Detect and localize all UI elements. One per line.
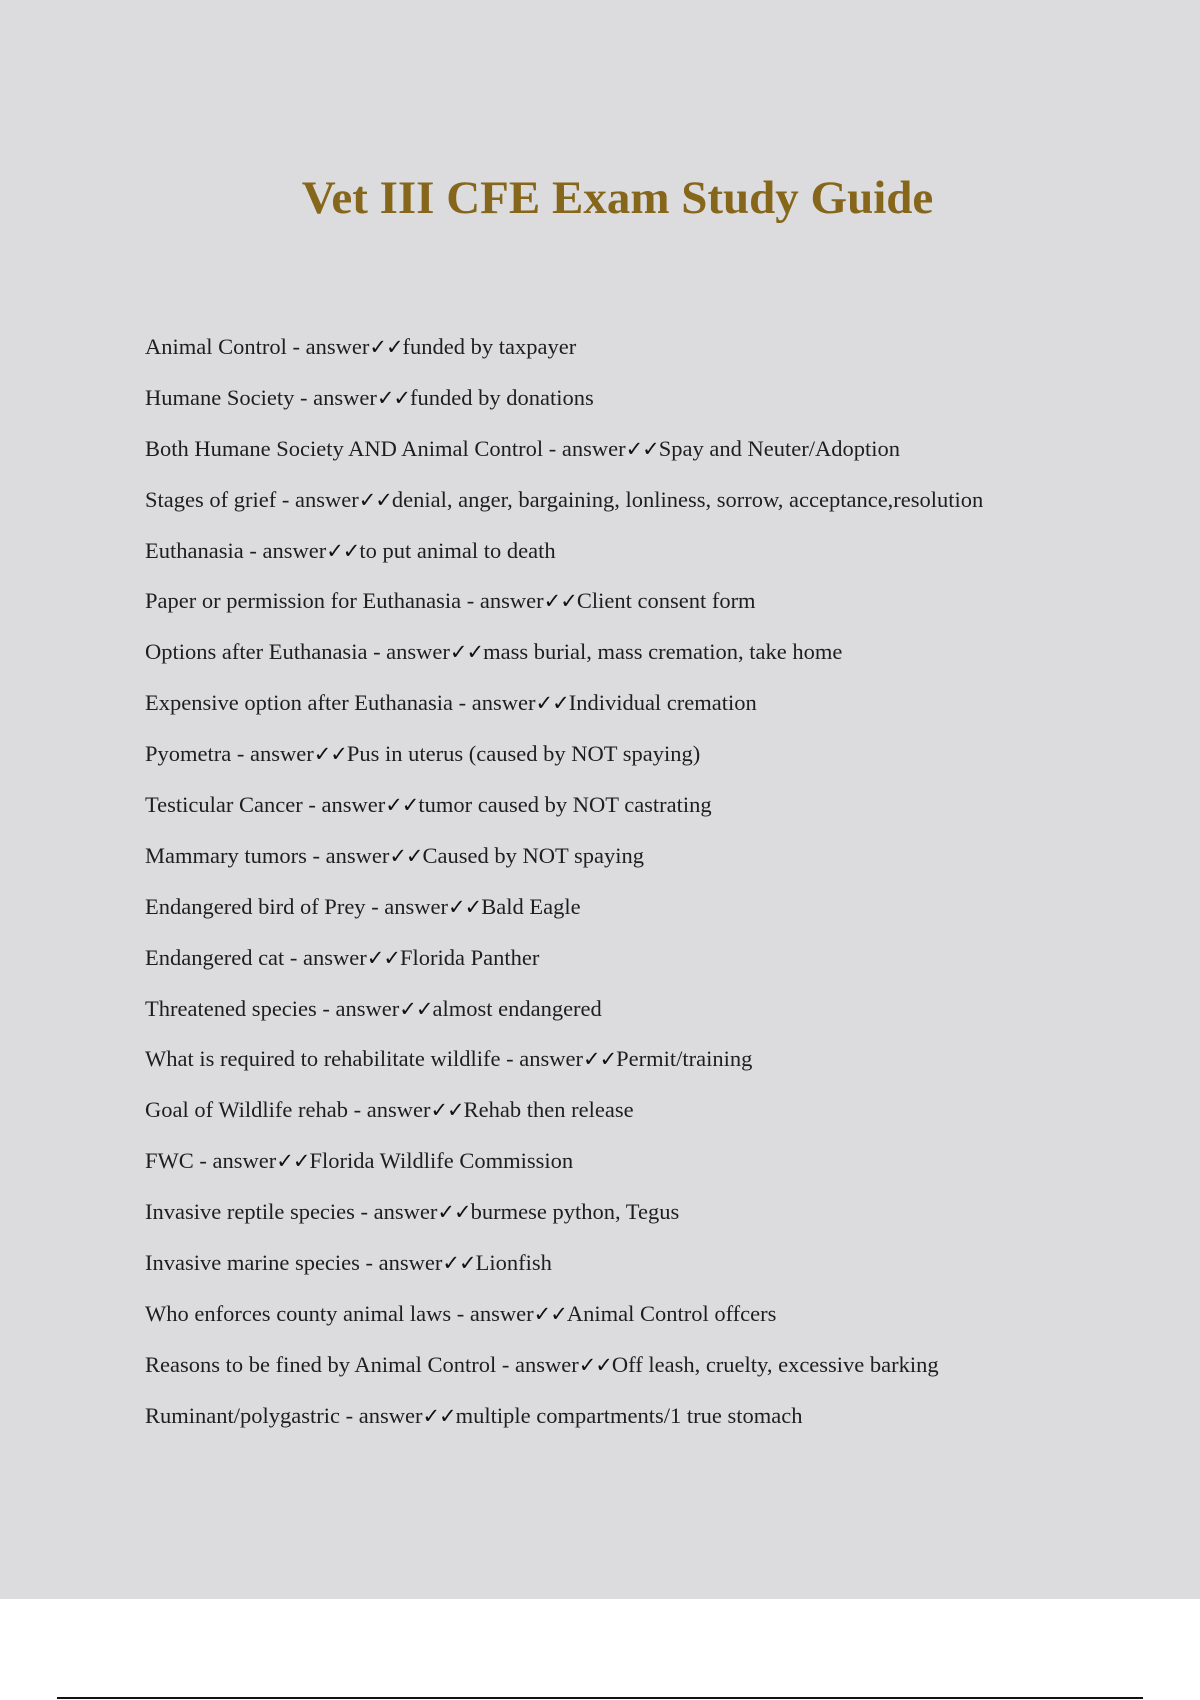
answer-separator: - answer (453, 690, 536, 716)
double-check-icon: ✓✓ (625, 436, 659, 461)
question-text: Mammary tumors (145, 842, 307, 868)
list-item (145, 1238, 983, 1289)
answer-text: Animal Control offcers (566, 1300, 777, 1326)
question-text: Paper or permission for Euthanasia (145, 588, 462, 614)
qa-list (145, 322, 983, 1442)
double-check-icon: ✓✓ (326, 538, 360, 563)
double-check-icon: ✓✓ (422, 1403, 456, 1428)
question-text: Testicular Cancer (145, 792, 303, 818)
double-check-icon: ✓✓ (578, 1352, 612, 1377)
answer-text: Lionfish (475, 1250, 552, 1276)
answer-text: multiple compartments/1 true stomach (455, 1402, 803, 1428)
list-item (145, 729, 983, 780)
question-text: Stages of grief (145, 486, 277, 512)
answer-text: to put animal to death (359, 537, 556, 563)
answer-separator: - answer (339, 1402, 423, 1428)
double-check-icon: ✓✓ (366, 945, 400, 970)
list-item (145, 1085, 983, 1136)
list-item (145, 831, 983, 882)
answer-text: denial, anger, bargaining, lonliness, sorrow, acceptance,resolution (391, 486, 984, 512)
question-text: Goal of Wildlife rehab (145, 1097, 348, 1123)
answer-separator: - answer (243, 537, 327, 563)
list-item (145, 475, 983, 526)
list-item (145, 1289, 983, 1340)
answer-separator: - answer (302, 792, 386, 818)
question-text: Pyometra (145, 741, 232, 767)
question-text: Invasive marine species (145, 1250, 360, 1276)
question-text: Reasons to be fined by Animal Control (145, 1351, 497, 1377)
document-title: Vet III CFE Exam Study Guide (301, 172, 934, 224)
footer-divider (57, 1697, 1143, 1699)
double-check-icon: ✓✓ (313, 742, 347, 767)
answer-separator: - answer (500, 1046, 583, 1072)
double-check-icon: ✓✓ (543, 589, 577, 614)
answer-separator: - answer (284, 944, 367, 970)
answer-text: mass burial, mass cremation, take home (483, 639, 843, 665)
answer-text: burmese python, Tegus (470, 1199, 680, 1225)
answer-text: Individual cremation (568, 690, 757, 716)
double-check-icon: ✓✓ (369, 335, 403, 359)
answer-text: Off leash, cruelty, excessive barking (611, 1351, 939, 1377)
answer-separator: - answer (354, 1199, 438, 1225)
answer-text: Permit/training (616, 1046, 753, 1072)
double-check-icon: ✓✓ (385, 793, 419, 818)
list-item (145, 678, 983, 729)
answer-separator: - answer (193, 1148, 277, 1174)
double-check-icon: ✓✓ (535, 691, 569, 716)
answer-text: Pus in uterus (caused by NOT spaying) (346, 741, 701, 767)
list-item (145, 576, 983, 627)
double-check-icon: ✓✓ (276, 1149, 310, 1174)
list-item (145, 1340, 983, 1391)
list-item (145, 373, 983, 424)
double-check-icon: ✓✓ (449, 640, 484, 665)
list-item (145, 1391, 983, 1442)
list-item (145, 627, 983, 678)
list-item (145, 1136, 983, 1187)
answer-separator: - answer (367, 639, 450, 665)
list-item (145, 1187, 983, 1238)
question-text: Options after Euthanasia (145, 639, 368, 665)
double-check-icon: ✓✓ (448, 894, 482, 919)
question-text: Who enforces county animal laws (145, 1300, 452, 1326)
double-check-icon: ✓✓ (442, 1251, 476, 1276)
answer-separator: - answer (359, 1250, 443, 1276)
answer-separator: - answer (461, 588, 544, 614)
double-check-icon: ✓✓ (376, 385, 411, 410)
question-text: Ruminant/polygastric (145, 1402, 340, 1428)
question-text: What is required to rehabilitate wildlife (145, 1046, 501, 1072)
double-check-icon: ✓✓ (430, 1098, 464, 1123)
question-text: Animal Control (145, 334, 287, 359)
list-item (145, 1034, 983, 1085)
list-item (145, 933, 983, 984)
answer-text: tumor caused by NOT castrating (418, 792, 712, 818)
double-check-icon: ✓✓ (358, 487, 392, 512)
answer-text: Client consent form (576, 588, 756, 614)
list-item (145, 424, 983, 475)
question-text: Endangered bird of Prey (145, 893, 366, 919)
question-text: Both Humane Society AND Animal Control (145, 435, 544, 461)
answer-text: funded by donations (410, 384, 594, 410)
list-item (145, 882, 983, 933)
answer-separator: - answer (286, 334, 370, 359)
question-text: Endangered cat (145, 944, 285, 970)
double-check-icon: ✓✓ (389, 843, 423, 868)
answer-text: Florida Panther (399, 944, 540, 970)
double-check-icon: ✓✓ (582, 1047, 617, 1072)
answer-separator: - answer (365, 893, 449, 919)
list-item (145, 780, 983, 831)
question-text: Invasive reptile species (145, 1199, 355, 1225)
answer-separator: - answer (316, 995, 400, 1021)
answer-separator: - answer (294, 384, 377, 410)
list-item (145, 984, 983, 1035)
answer-text: almost endangered (432, 995, 602, 1021)
answer-text: funded by taxpayer (402, 334, 577, 359)
answer-text: Spay and Neuter/Adoption (658, 435, 900, 461)
answer-text: Bald Eagle (481, 893, 581, 919)
question-text: FWC (145, 1148, 194, 1174)
answer-separator: - answer (543, 435, 626, 461)
double-check-icon: ✓✓ (437, 1200, 471, 1225)
answer-separator: - answer (306, 842, 390, 868)
question-text: Humane Society (145, 384, 295, 410)
answer-separator: - answer (347, 1097, 431, 1123)
answer-text: Rehab then release (463, 1097, 634, 1123)
answer-text: Florida Wildlife Commission (309, 1148, 574, 1174)
answer-separator: - answer (496, 1351, 579, 1377)
double-check-icon: ✓✓ (399, 996, 433, 1021)
answer-separator: - answer (276, 486, 359, 512)
double-check-icon: ✓✓ (533, 1301, 567, 1326)
question-text: Euthanasia (145, 537, 244, 563)
answer-separator: - answer (231, 741, 314, 767)
list-item (145, 526, 983, 577)
answer-separator: - answer (451, 1300, 534, 1326)
question-text: Expensive option after Euthanasia (145, 690, 454, 716)
question-text: Threatened species (145, 995, 317, 1021)
answer-text: Caused by NOT spaying (422, 842, 644, 868)
list-item (145, 322, 983, 373)
